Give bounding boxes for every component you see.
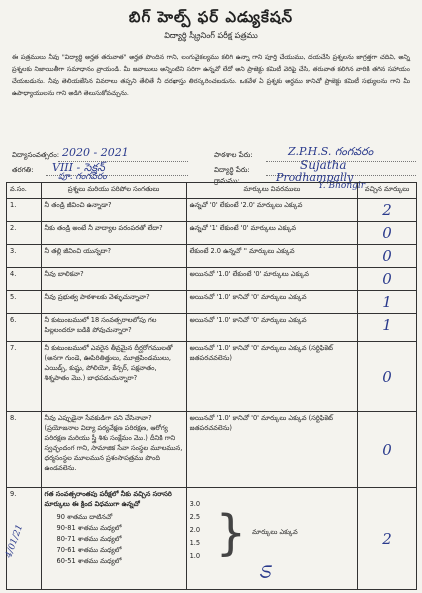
- instructions-line-1: ఈ పత్రములు నీవు "విద్యార్థి అర్హత తరువాత" అర్హత పొందిన గాని, లంగువైకల్యము కలిగి ఉన్నా గాని పూర్తి చేయుము, దయచేసి ప్రశ్నలను జాగ్రత్తగా చదివి, అన్ని ప్రశ్నలకు నిజాయితీగా సమాధానం వ్రాయండి. మీ జవాబులు: [12, 54, 410, 73]
- row-question: నీ తండ్రి జీవించి ఉన్నాడా?: [41, 199, 186, 222]
- instructions-line-3: వివరాలు తప్పని తేలితే నీ దరఖాస్తు తిరస్కరించబడును. ఒకవేళ ఏ ప్రశ్నకు అర్థము కానిచో ప్రాజెక్టు కమిటీ సభ్యులను గాని మీ ఉపాధ్యాయులను గాని అడిగి తెలుసుకోవచ్చును.: [12, 78, 410, 97]
- col-header-marks-details: మార్కులు వివరములు: [186, 183, 358, 199]
- row-marks-rule: అయినచో '1.0' లేకుంటే '0' మార్కులు ఎక్కువ: [186, 268, 358, 291]
- row-question: నీ కుటుంబములో ఎవరైన తీవ్రమైన దీర్ఘరోగములతో (అనగా గుండె, ఊపిరితిత్తులు, మూత్రపిండములు, ఎయిడ్స్, కుష్టు, పోలియో, కేన్సర్, పక్షవాతం, శిశ్నపాతం మొ.) బాధపడుచున్నారా?: [41, 342, 186, 412]
- form-title: బిగ్ హెల్ప్ ఫర్ ఎడ్యుకేషన్: [128, 8, 294, 26]
- table-row: [7, 268, 417, 291]
- row-score: 2: [382, 201, 392, 219]
- school-label: పాఠశాల పేరు:: [214, 151, 253, 159]
- col-header-number: వ.సం.: [7, 183, 42, 199]
- row-score: 1: [382, 316, 392, 334]
- form-subtitle: విద్యార్థి స్క్రీనింగ్ పరీక్ష పత్రము: [164, 31, 258, 40]
- row-score: 0: [382, 367, 392, 386]
- col-header-question: ప్రశ్నలు మరియు పరిపోల సంగతులు: [41, 183, 186, 199]
- row-number: 5.: [7, 291, 42, 314]
- row-marks-rule-9: [186, 488, 358, 590]
- screening-table: [6, 182, 417, 590]
- table-row: [7, 488, 417, 590]
- instructions-line-2: అన్నింటిని సరిగా ఉన్నవో లేదో అని ప్రాజెక్టు కమిటీ వెరిఫై చేసి, తరువాత కలిగిన వారికి తగిన సహాయం చేయబడును. నీవు తెలియజేసిన: [12, 66, 410, 85]
- range-item: 80-71 శాతము మధ్యలో: [56, 535, 122, 543]
- range-item: 90-81 శాతము మధ్యలో: [56, 524, 122, 532]
- table-row: [7, 342, 417, 412]
- range-item: 60-51 శాతము మధ్యలో: [56, 557, 122, 565]
- table-row: [7, 222, 417, 245]
- scale-value: 2.5: [189, 513, 201, 521]
- name-value: Sujatha: [300, 158, 347, 172]
- col-header-marks-obtained: వచ్చిన మార్కులు: [358, 183, 417, 199]
- row-question: నీ తల్లి జీవించి యున్నదా?: [41, 245, 186, 268]
- table-row: [7, 291, 417, 314]
- table-row: [7, 314, 417, 342]
- row-number: 2.: [7, 222, 42, 245]
- table-row: [7, 412, 417, 488]
- row-number: 9.: [7, 488, 42, 590]
- marks-scale: [190, 500, 214, 565]
- row-marks-rule: మార్కులు ఎక్కువ: [252, 527, 298, 536]
- table-header-row: [7, 183, 417, 199]
- row-score: 0: [382, 270, 392, 288]
- row-score: 0: [382, 224, 392, 242]
- instructions-paragraph: [12, 52, 410, 100]
- village-label: గ్రామము:: [214, 177, 240, 185]
- name-label: విద్యార్థి పేరు:: [214, 166, 250, 174]
- row-number: 8.: [7, 412, 42, 488]
- row-question: నీవు ప్రభుత్వ పాఠశాలకు వెళ్ళుచున్నావా?: [41, 291, 186, 314]
- range-item: 90 శాతము దాటినచో: [56, 513, 113, 521]
- class-label: తరగతి:: [12, 166, 34, 174]
- row-number: 6.: [7, 314, 42, 342]
- percentage-ranges: [45, 512, 183, 567]
- table-row: [7, 245, 417, 268]
- table-row: [7, 199, 417, 222]
- row-marks-rule: ఉన్నచో '1' లేకుంటే '0' మార్కులు ఎక్కువ: [186, 222, 358, 245]
- row-number: 3.: [7, 245, 42, 268]
- scale-value: 1.5: [189, 539, 201, 547]
- row-score: 0: [382, 440, 392, 459]
- scale-value: 3.0: [189, 500, 201, 508]
- date-annotation: 4/01/21: [4, 523, 26, 560]
- row-score: 1: [382, 293, 392, 311]
- scale-value: 1.0: [189, 552, 201, 560]
- scale-value: 2.0: [189, 526, 201, 534]
- row-marks-rule: లేకుంటే 2.0 ఉన్నచో '' మార్కులు ఎక్కువ: [186, 245, 358, 268]
- row-number: 4.: [7, 268, 42, 291]
- range-item: 70-61 శాతము మధ్యలో: [56, 546, 122, 554]
- row-marks-rule: అయినచో '1.0' కానిచో '0' మార్కులు ఎక్కువ (సర్టిఫికెట్ జతపరచవలెను): [186, 342, 358, 412]
- village-value: Prodhampally: [276, 171, 354, 184]
- row-score: 2: [382, 529, 392, 548]
- year-label: విద్యాసంవత్సరం:: [12, 151, 60, 159]
- row-question: నీవు ఎప్పుడైనా సేవకుడిగా పని చేసినావా? (ప్రయోజనాల విద్యా పర్యవేక్షణ పరిరక్షణ, ఆరోగ్య పరిరక్షణ మరియు స్త్రీ శిశు సంక్షేమం మొ.) దీనికి గాని స్వచ్ఛందంగ గాని, సామాజిక సేవా సంస్థల మూలమున, ధర్మసంస్థల మూలమున ప్రశంసాపత్రము పొంది ఉండవలెను.: [41, 412, 186, 488]
- row-question: నీవు బాలికవా?: [41, 268, 186, 291]
- brace-icon: }: [215, 504, 247, 561]
- row-marks-rule: అయినచో '1.0' కానిచో '0' మార్కులు ఎక్కువ: [186, 314, 358, 342]
- signature: ಽ: [258, 556, 271, 584]
- row-question: గత సంవత్సరాంతపు పరీక్షలో నీకు వచ్చిన సరాసరి మార్కులు ఈ క్రింద విధముగా ఉన్నచో: [44, 490, 172, 508]
- row-marks-rule: అయినచో '1.0' కానిచో '0' మార్కులు ఎక్కువ (సర్టిఫికెట్ జతపరచవలెను): [186, 412, 358, 488]
- class-extra-note: పూ. గంగవరం: [58, 172, 107, 182]
- row-number: 7.: [7, 342, 42, 412]
- row-question-9: [41, 488, 186, 590]
- year-value: 2020 - 2021: [62, 146, 129, 159]
- row-marks-rule: అయినచో '1.0' కానిచో '0' మార్కులు ఎక్కువ: [186, 291, 358, 314]
- row-question: నీ కుటుంబములో 18 సంవత్సరాలలోపు గల పిల్లలందరూ బడికి పోవుచున్నారా?: [41, 314, 186, 342]
- row-number: 1.: [7, 199, 42, 222]
- row-question: నీకు తండ్రి అంటే నీ వాద్యాల పరంపరతో లేదా?: [41, 222, 186, 245]
- school-value: Z.P.H.S. గంగవరం: [288, 145, 374, 158]
- row-marks-rule: ఉన్నచో '0' లేకుంటే '2.0' మార్కులు ఎక్కువ: [186, 199, 358, 222]
- village-value-2: Y. Bhongir: [318, 181, 366, 191]
- class-value: VIII - సెక్షన్: [52, 161, 105, 174]
- row-score: 0: [382, 247, 392, 265]
